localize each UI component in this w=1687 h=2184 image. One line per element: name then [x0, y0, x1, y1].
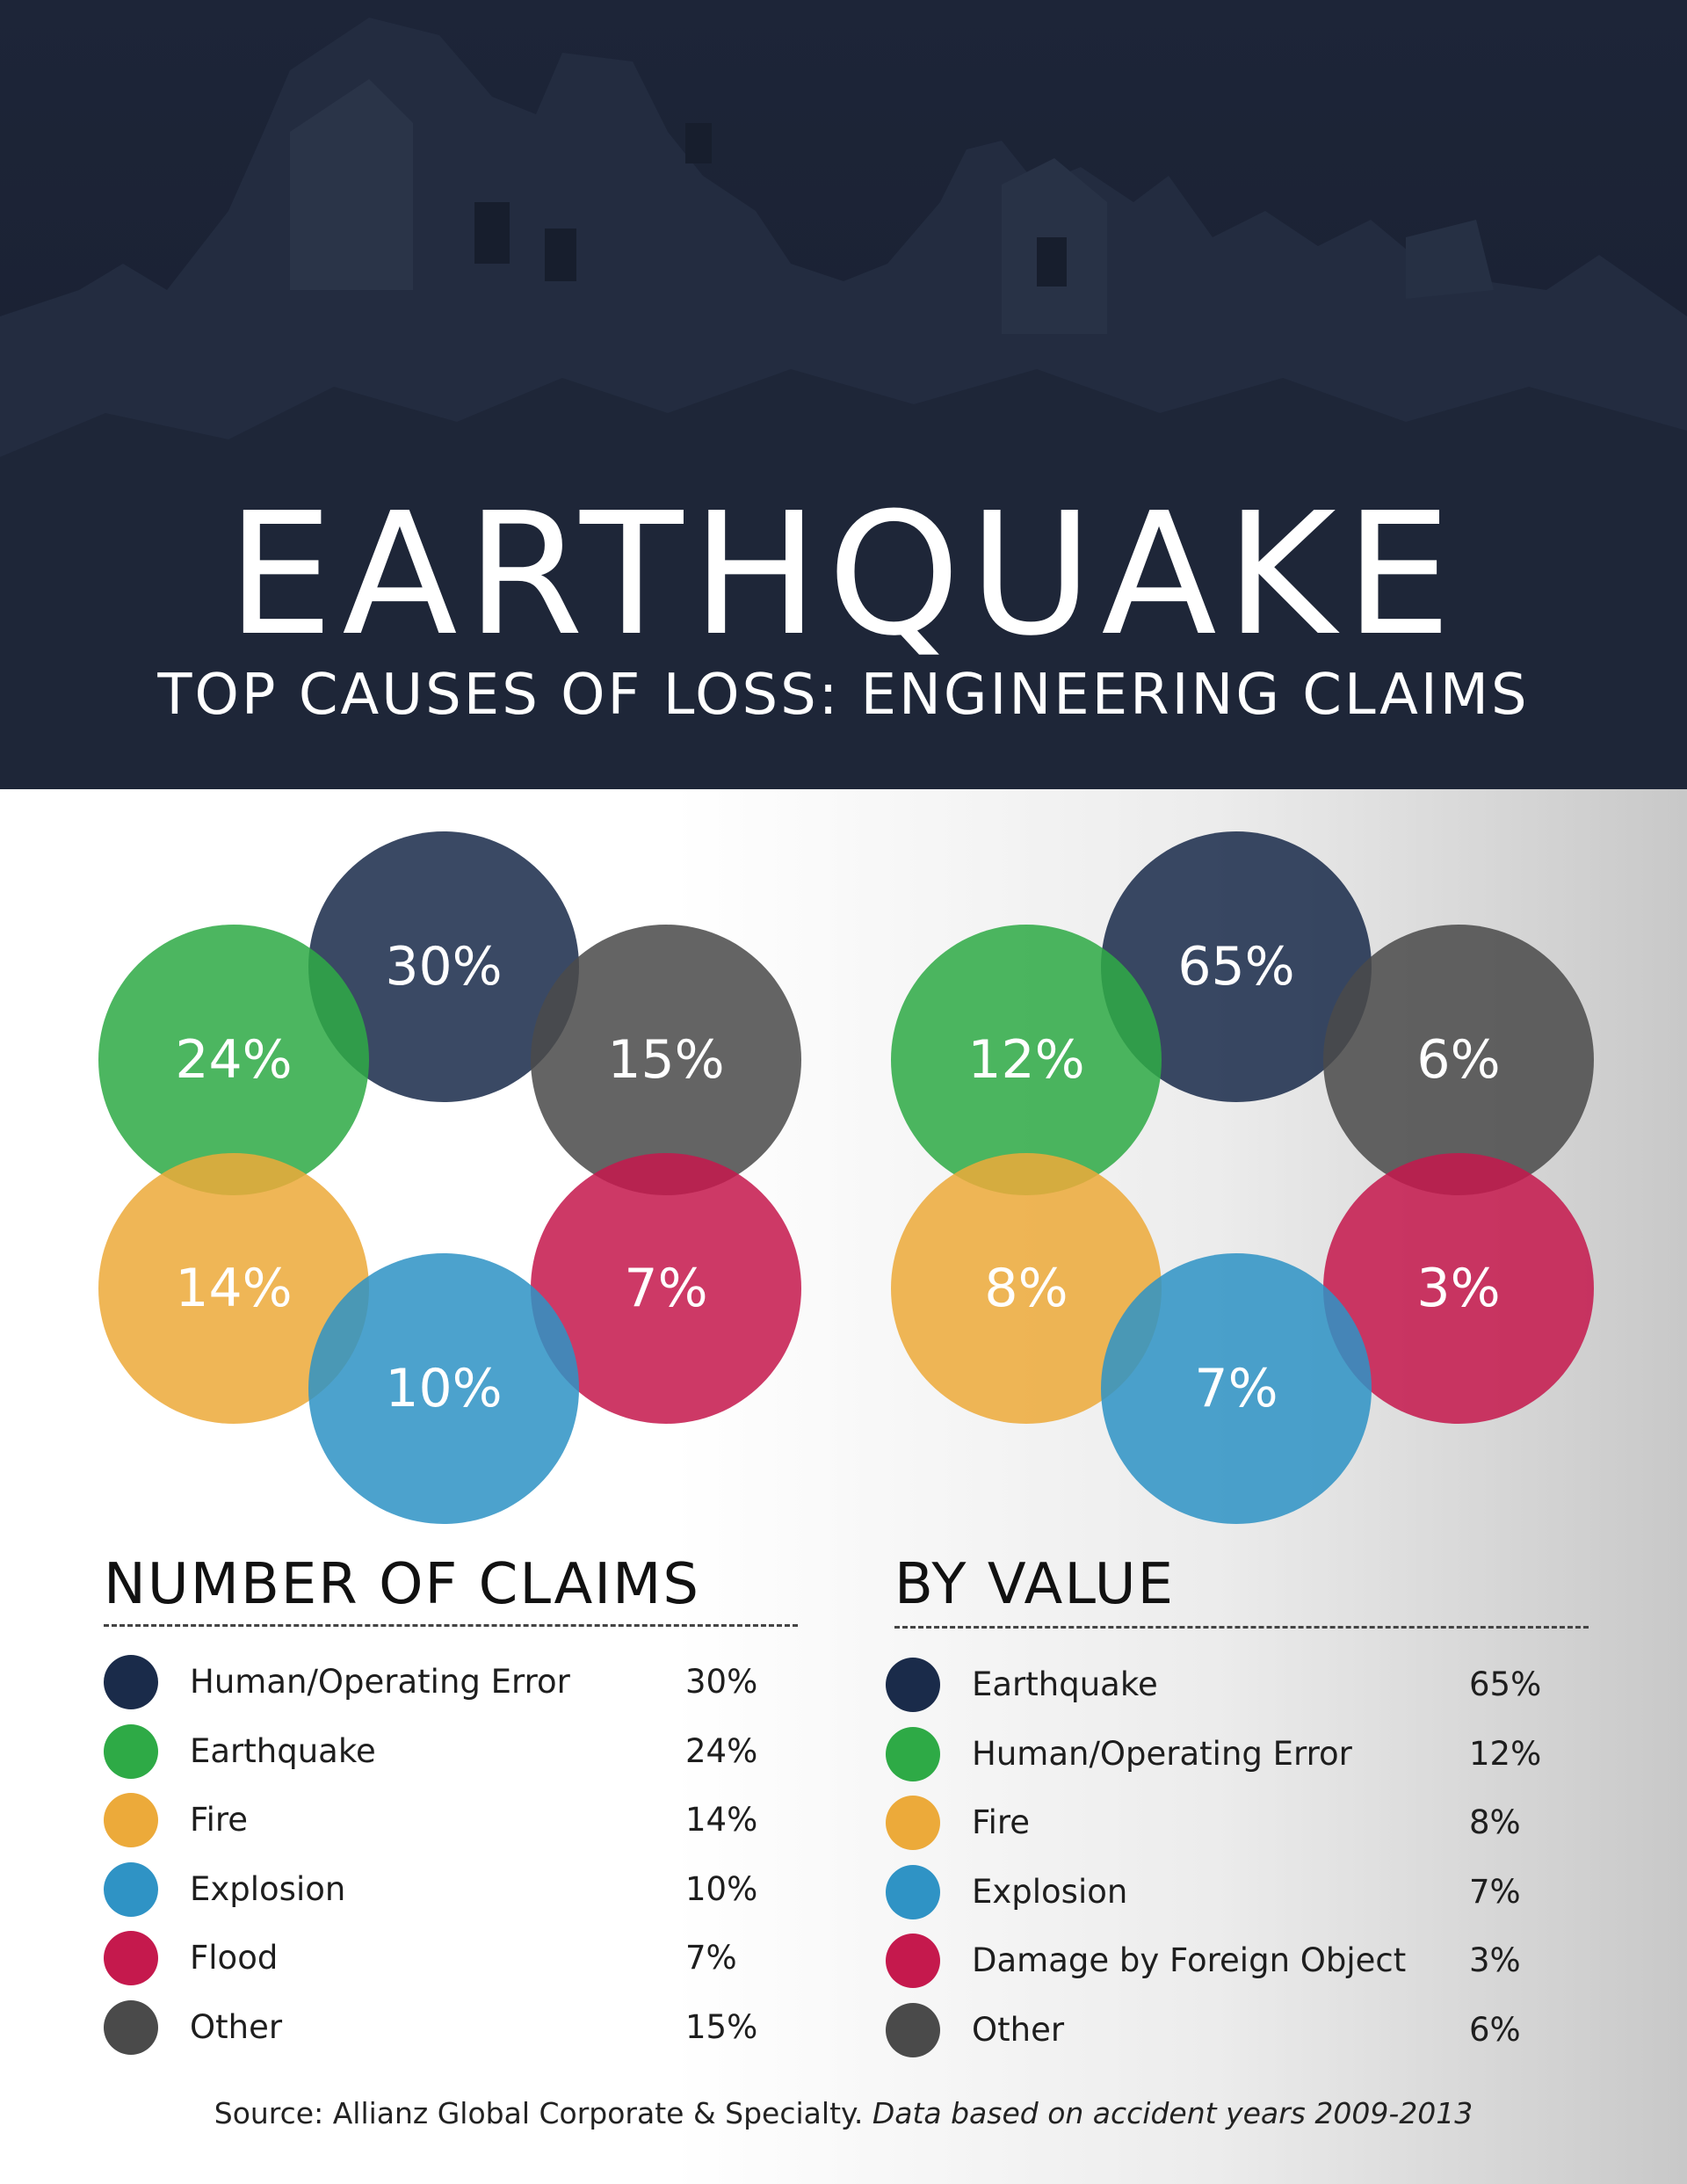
bubble-label-other: 15%: [607, 1029, 725, 1091]
legend-swatch: [104, 1724, 158, 1779]
legend-swatch: [104, 1931, 158, 1985]
legend-swatch: [104, 1793, 158, 1847]
bubble-label-explosion: 10%: [385, 1358, 503, 1419]
bubble-label-explosion: 7%: [1194, 1358, 1278, 1419]
legend-row-human-operating-error: [104, 1655, 807, 1711]
bubble-label-flood: 7%: [624, 1258, 708, 1319]
legend-row-fire: [886, 1796, 1589, 1852]
bubble-label-earthquake: 65%: [1177, 936, 1295, 998]
bubble-label-fire: 8%: [984, 1258, 1068, 1319]
legend-label: Fire: [972, 1803, 1031, 1842]
legend-label: Flood: [190, 1939, 279, 1977]
legend-swatch: [886, 1727, 940, 1781]
number-of-claims-heading: NUMBER OF CLAIMS: [104, 1552, 700, 1617]
legend-value: 7%: [1469, 1872, 1521, 1911]
legend-value: 30%: [685, 1663, 758, 1701]
legend-row-fire: [104, 1793, 807, 1849]
legend-label: Damage by Foreign Object: [972, 1941, 1407, 1980]
page-subtitle: TOP CAUSES OF LOSS: ENGINEERING CLAIMS: [157, 663, 1530, 728]
by-value-heading: BY VALUE: [894, 1552, 1176, 1617]
legend-value: 14%: [685, 1801, 758, 1839]
legend-row-earthquake: [104, 1724, 807, 1781]
bubble-label-human-operating-error: 30%: [385, 936, 503, 998]
legend-label: Explosion: [972, 1872, 1128, 1911]
legend-row-flood: [104, 1931, 807, 1987]
venn-chart-by-value: [880, 817, 1601, 1520]
legend-swatch: [104, 2000, 158, 2055]
legend-swatch: [886, 1658, 940, 1712]
source-note: Data based on accident years 2009-2013: [872, 2096, 1473, 2130]
legend-row-explosion: [886, 1865, 1589, 1921]
source-text: Source: Allianz Global Corporate & Specialty.: [214, 2096, 872, 2130]
legend-swatch: [886, 2003, 940, 2057]
legend-value: 3%: [1469, 1941, 1521, 1980]
by-value-divider: [894, 1626, 1589, 1629]
legend-label: Earthquake: [972, 1665, 1158, 1703]
legend-label: Human/Operating Error: [972, 1734, 1352, 1773]
legend-swatch: [104, 1655, 158, 1709]
legend-value: 15%: [685, 2008, 758, 2046]
bubble-label-earthquake: 24%: [175, 1029, 293, 1091]
bubble-label-damage-by-foreign-object: 3%: [1416, 1258, 1501, 1319]
legend-swatch: [886, 1865, 940, 1919]
legend-label: Other: [972, 2011, 1065, 2049]
legend-value: 7%: [685, 1939, 737, 1977]
legend-value: 6%: [1469, 2011, 1521, 2049]
legend-row-damage-by-foreign-object: [886, 1934, 1589, 1990]
bubble-label-other: 6%: [1416, 1029, 1501, 1091]
legend-row-other: [886, 2003, 1589, 2059]
legend-label: Explosion: [190, 1869, 346, 1908]
legend-row-explosion: [104, 1862, 807, 1919]
hero-banner: [0, 0, 1687, 789]
legend-label: Earthquake: [190, 1731, 376, 1770]
venn-chart-number-of-claims: [88, 817, 808, 1520]
legend-swatch: [104, 1862, 158, 1917]
legend-value: 12%: [1469, 1734, 1542, 1773]
legend-value: 8%: [1469, 1803, 1521, 1842]
legend-value: 24%: [685, 1731, 758, 1770]
legend-row-earthquake: [886, 1658, 1589, 1714]
legend-swatch: [886, 1796, 940, 1850]
legend-row-other: [104, 2000, 807, 2057]
legend-swatch: [886, 1934, 940, 1988]
bubble-label-human-operating-error: 12%: [967, 1029, 1085, 1091]
legend-value: 65%: [1469, 1665, 1542, 1703]
legend-label: Fire: [190, 1801, 249, 1839]
legend-row-human-operating-error: [886, 1727, 1589, 1783]
page-title: EARTHQUAKE: [227, 477, 1460, 673]
legend-value: 10%: [685, 1869, 758, 1908]
legend-label: Other: [190, 2008, 283, 2046]
legend-label: Human/Operating Error: [190, 1663, 570, 1701]
number-of-claims-divider: [104, 1624, 798, 1627]
source-citation: [0, 2096, 1687, 2130]
bubble-label-fire: 14%: [175, 1258, 293, 1319]
